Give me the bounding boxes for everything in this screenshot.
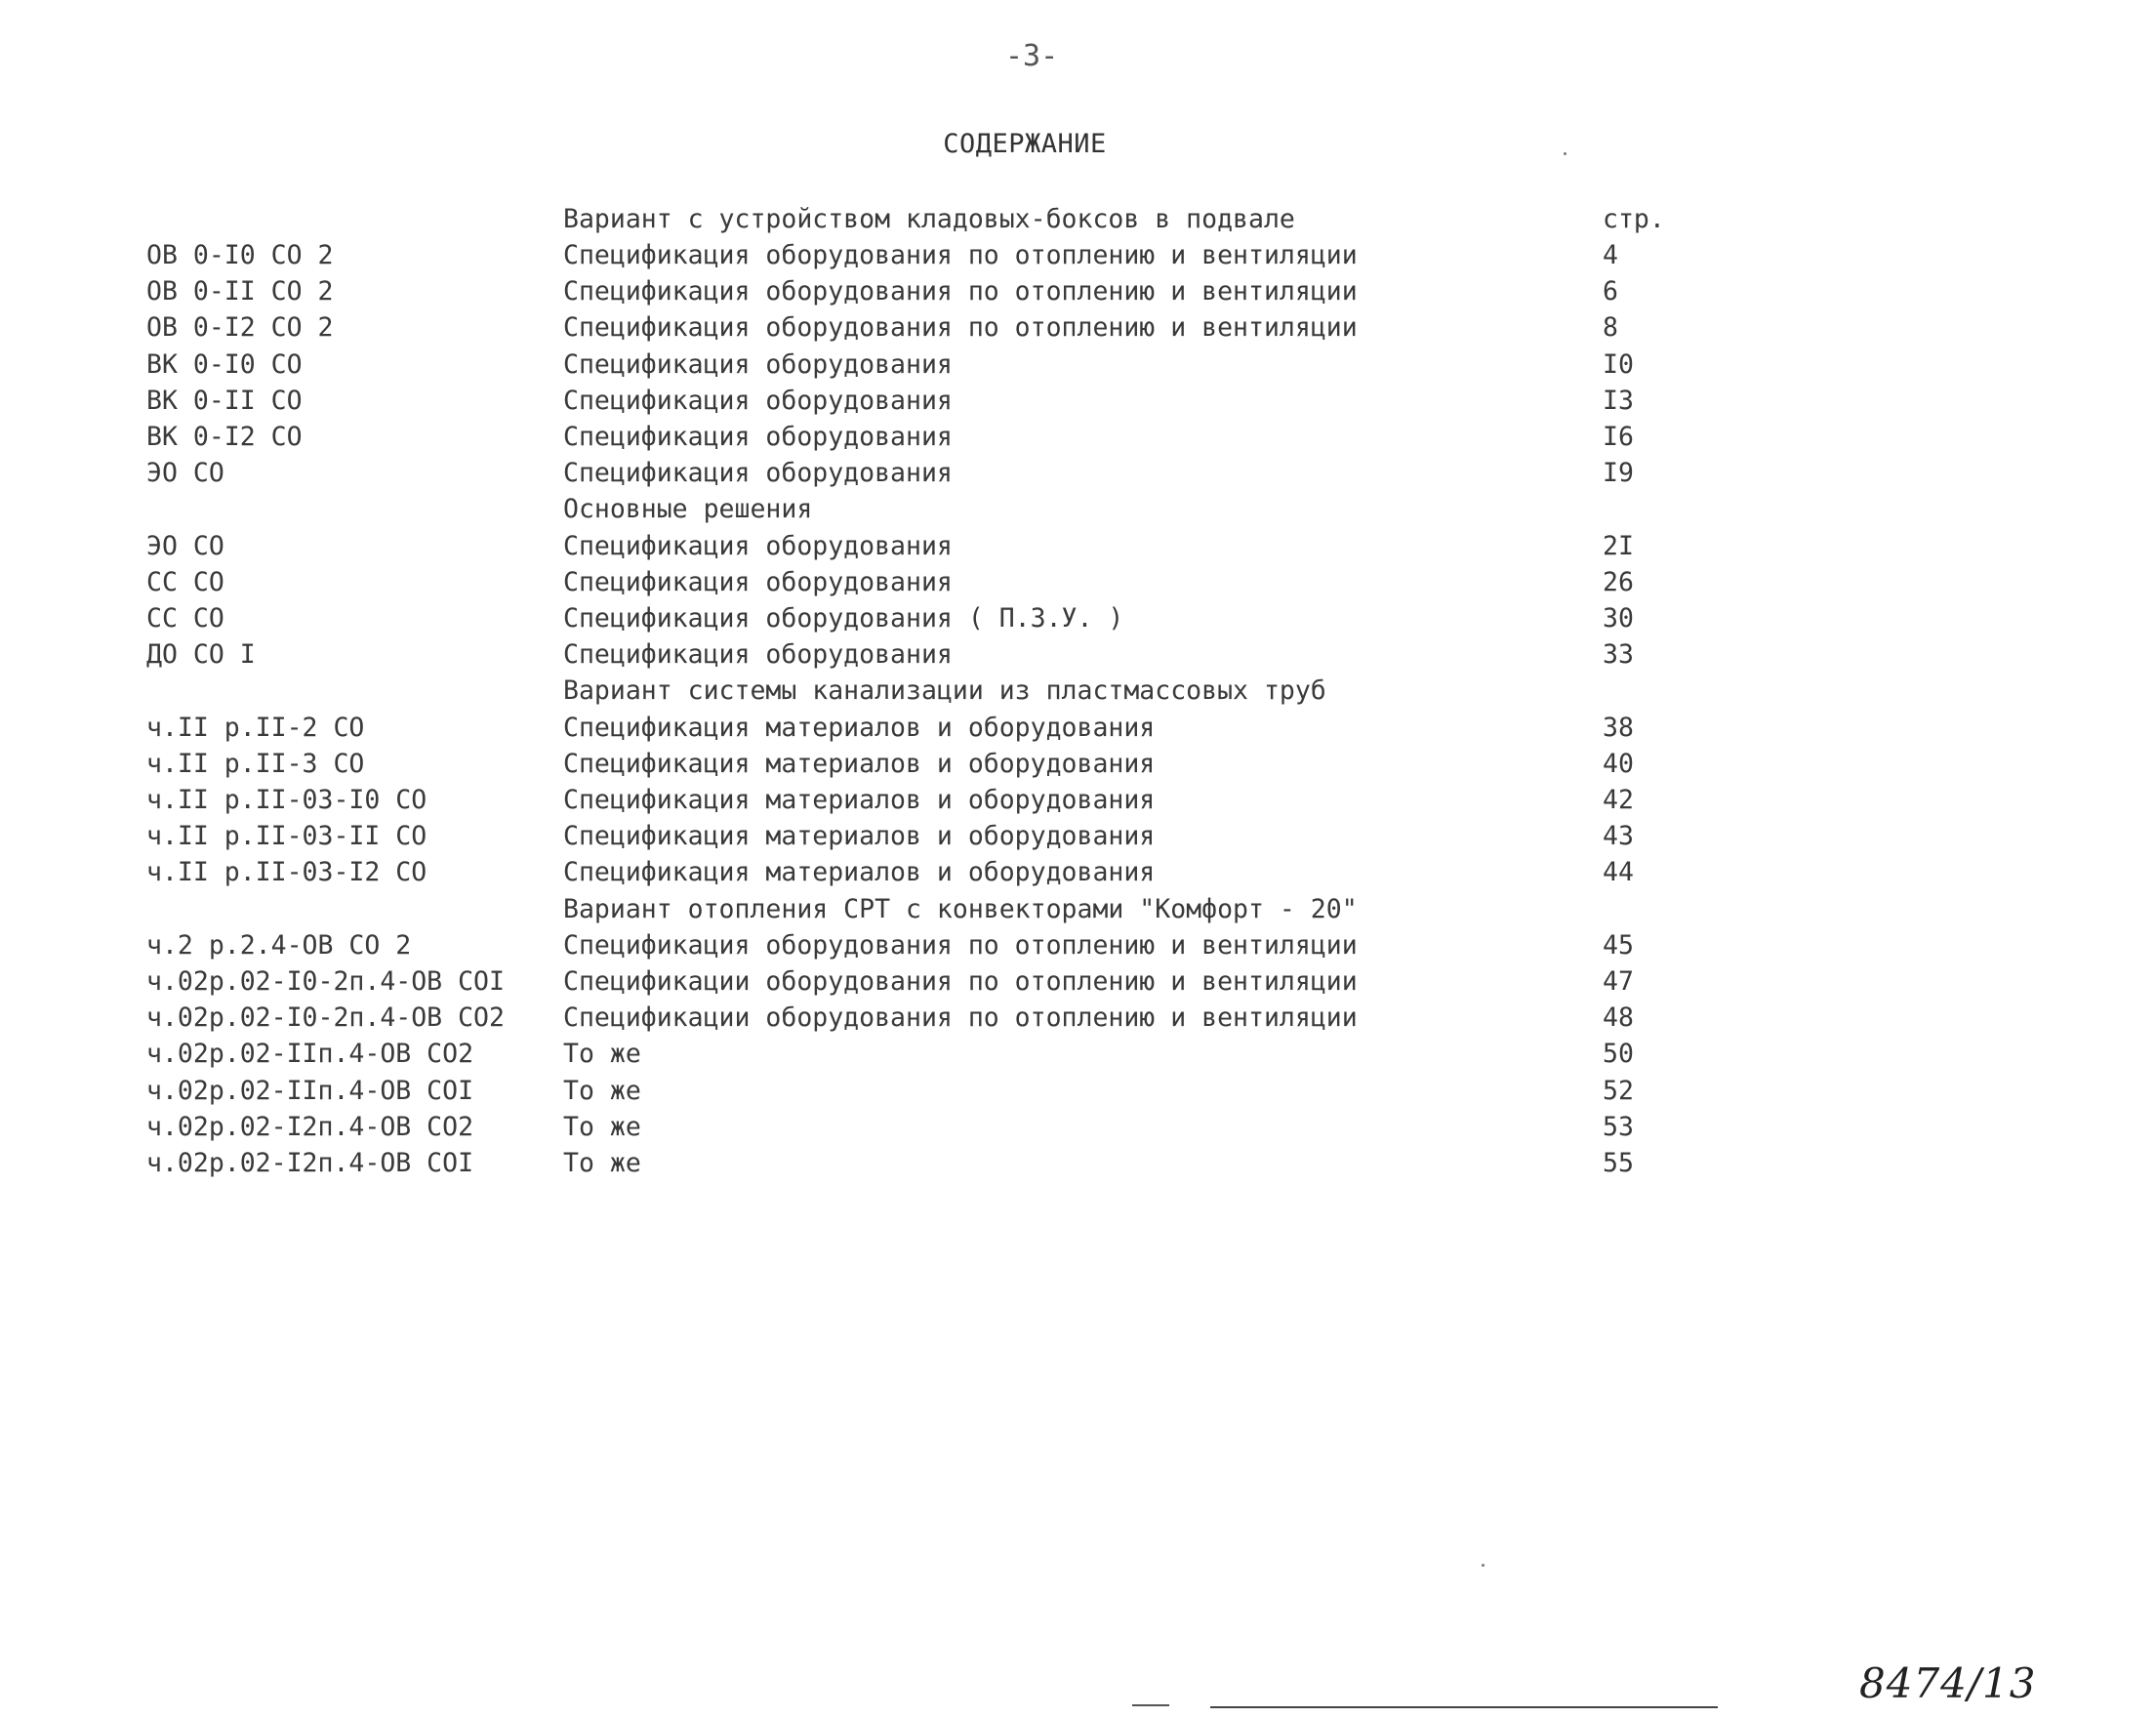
toc-row (0, 419, 2156, 455)
toc-code: ВК 0-I0 СО (146, 348, 303, 380)
toc-code: СС СО (146, 603, 224, 634)
toc-page: 40 (1603, 748, 1634, 779)
toc-page: 52 (1603, 1075, 1634, 1106)
toc-row (0, 636, 2156, 673)
toc-code: ч.II р.II-2 СО (146, 712, 365, 743)
toc-code: ч.02р.02-IIп.4-ОВ СОI (146, 1075, 474, 1106)
toc-code: ОВ 0-I0 СО 2 (146, 240, 334, 270)
toc-page: 30 (1603, 603, 1634, 634)
toc-description: Спецификация оборудования по отоплению и вентиляции (563, 929, 1358, 961)
toc-code: ч.02р.02-I2п.4-ОВ СО2 (146, 1111, 474, 1142)
toc-description: Спецификация материалов и оборудования (563, 785, 1156, 815)
scan-speck (1482, 1564, 1485, 1567)
toc-section-heading: Вариант с устройством кладовых-боксов в подвале (563, 204, 1295, 234)
toc-row (0, 1109, 2156, 1145)
bottom-rule-short (1132, 1704, 1169, 1706)
toc-description: Спецификация оборудования по отоплению и вентиляции (563, 312, 1358, 344)
toc-page: 43 (1603, 821, 1634, 852)
toc-page: 8 (1603, 312, 1618, 344)
toc-row (0, 528, 2156, 564)
toc-description: Спецификация оборудования (563, 458, 953, 489)
toc-description: Вариант системы канализации из пластмассовых труб (563, 675, 1326, 707)
toc-code: ч.02р.02-IIп.4-ОВ СО2 (146, 1039, 474, 1070)
toc-description: Основные решения (563, 494, 813, 525)
toc-row (0, 1000, 2156, 1036)
toc-description: То же (563, 1148, 641, 1178)
toc-page: I3 (1603, 385, 1634, 416)
toc-code: ЭО СО (146, 458, 224, 489)
toc-row (0, 854, 2156, 890)
toc-row (0, 1145, 2156, 1181)
toc-page: 48 (1603, 1002, 1634, 1034)
toc-code: ВК 0-I2 СО (146, 422, 303, 452)
toc-description: Спецификация оборудования по отоплению и вентиляции (563, 276, 1358, 307)
toc-row (0, 710, 2156, 746)
toc-row (0, 600, 2156, 636)
toc-code: ч.II р.II-03-I0 СО (146, 785, 427, 815)
bottom-rule (1210, 1706, 1718, 1708)
toc-description: Спецификация оборудования (563, 530, 953, 561)
toc-row (0, 491, 2156, 527)
toc-description: Спецификация оборудования ( П.З.У. ) (563, 603, 1124, 634)
toc-description: То же (563, 1039, 641, 1070)
toc-description: Спецификация оборудования по отоплению и вентиляции (563, 240, 1358, 270)
toc-row (0, 1036, 2156, 1072)
toc-header-row (0, 201, 2156, 237)
toc-description: То же (563, 1111, 641, 1142)
toc-code: ДО СО I (146, 639, 256, 671)
toc-row (0, 782, 2156, 818)
toc-description: Спецификация оборудования (563, 422, 953, 452)
page-title: СОДЕРЖАНИЕ (943, 129, 1107, 159)
scan-speck (1564, 152, 1566, 155)
toc-row (0, 927, 2156, 963)
toc-page: I0 (1603, 348, 1634, 380)
toc-description: Спецификация оборудования (563, 348, 953, 380)
toc-description: Спецификация материалов и оборудования (563, 857, 1156, 888)
toc-code: ч.II р.II-03-I2 СО (146, 857, 427, 888)
toc-description: Вариант отопления СРТ с конвекторами "Комфорт - 20" (563, 893, 1358, 924)
toc-row (0, 309, 2156, 346)
toc-description: То же (563, 1075, 641, 1106)
toc-row (0, 564, 2156, 600)
toc-row (0, 963, 2156, 1000)
document-reference: 8474/13 (1859, 1659, 2037, 1707)
toc-row (0, 237, 2156, 273)
toc-row (0, 891, 2156, 927)
toc-page: 44 (1603, 857, 1634, 888)
toc-page: 42 (1603, 785, 1634, 815)
toc-code: ч.02р.02-I2п.4-ОВ СОI (146, 1148, 474, 1178)
toc-row (0, 673, 2156, 709)
toc-description: Спецификация материалов и оборудования (563, 821, 1156, 852)
toc-code: ВК 0-II СО (146, 385, 303, 416)
toc-row (0, 347, 2156, 383)
toc-page: 38 (1603, 712, 1634, 743)
toc-row (0, 273, 2156, 309)
toc-description: Спецификация материалов и оборудования (563, 748, 1156, 779)
toc-description: Спецификация материалов и оборудования (563, 712, 1156, 743)
toc-row (0, 818, 2156, 854)
toc-row (0, 1073, 2156, 1109)
toc-row (0, 383, 2156, 419)
toc-page: I9 (1603, 458, 1634, 489)
toc-page: 33 (1603, 639, 1634, 671)
toc-code: СС СО (146, 566, 224, 597)
toc-description: Спецификация оборудования (563, 385, 953, 416)
toc-code: ч.02р.02-I0-2п.4-ОВ СО2 (146, 1002, 505, 1034)
toc-page: 53 (1603, 1111, 1634, 1142)
toc-description: Спецификация оборудования (563, 639, 953, 671)
toc-code: ч.II р.II-03-II СО (146, 821, 427, 852)
toc-page: 2I (1603, 530, 1634, 561)
toc-row (0, 746, 2156, 782)
toc-page: I6 (1603, 422, 1634, 452)
toc-row (0, 455, 2156, 491)
toc-description: Спецификация оборудования (563, 566, 953, 597)
toc-page: 55 (1603, 1148, 1634, 1178)
toc-code: ч.02р.02-I0-2п.4-ОВ СОI (146, 966, 505, 997)
toc-code: ОВ 0-I2 СО 2 (146, 312, 334, 344)
toc-code: ЭО СО (146, 530, 224, 561)
toc-page: 6 (1603, 276, 1618, 307)
toc-page: 50 (1603, 1039, 1634, 1070)
toc-description: Спецификации оборудования по отоплению и вентиляции (563, 966, 1358, 997)
toc-page: 26 (1603, 566, 1634, 597)
page-number: -3- (1005, 39, 1059, 73)
toc-page: 45 (1603, 929, 1634, 961)
page-column-header: стр. (1603, 204, 1665, 234)
toc-code: ОВ 0-II СО 2 (146, 276, 334, 307)
toc-page: 4 (1603, 240, 1618, 270)
toc-code: ч.II р.II-3 СО (146, 748, 365, 779)
toc-page: 47 (1603, 966, 1634, 997)
toc-code: ч.2 р.2.4-ОВ СО 2 (146, 929, 412, 961)
toc-description: Спецификации оборудования по отоплению и вентиляции (563, 1002, 1358, 1034)
